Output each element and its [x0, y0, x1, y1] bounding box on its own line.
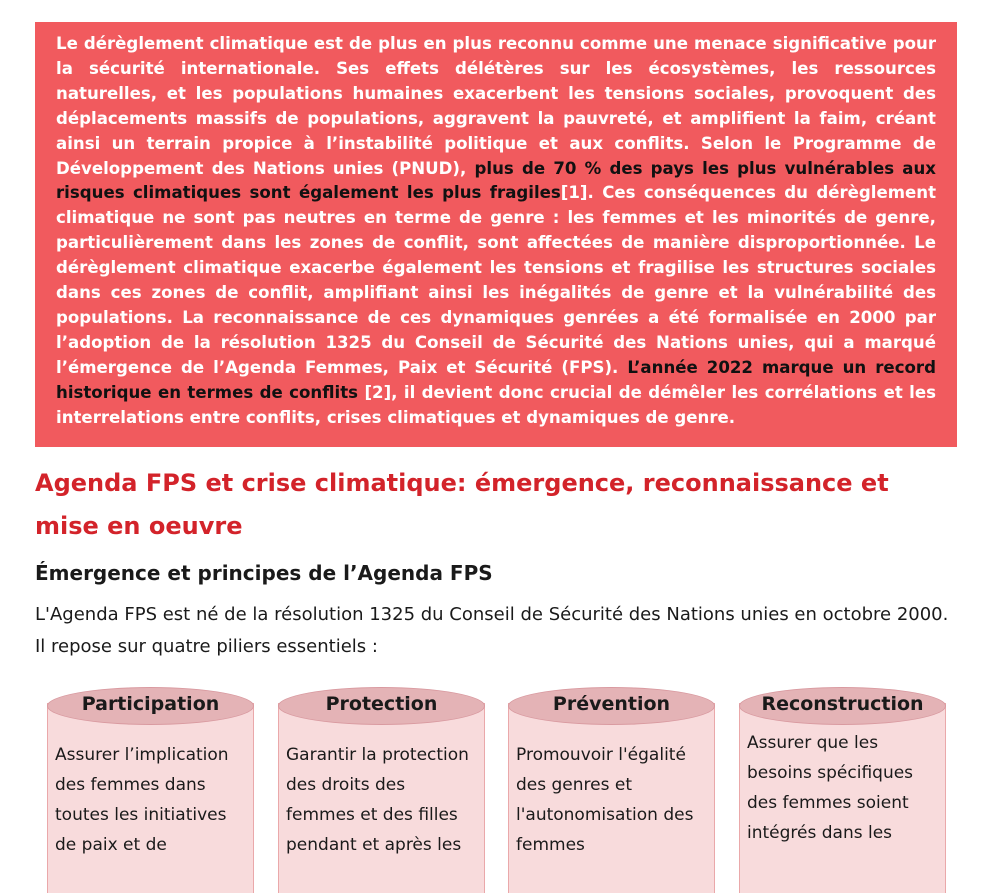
intro-paragraph: [56, 32, 936, 431]
pillar-title: Protection: [325, 693, 438, 715]
pillar-title: Reconstruction: [761, 693, 924, 715]
intro-text-after: [2], il devient donc crucial de démêler les corrélations et les interrelations entre conflits, crises climatiques et dynamiques de genre.: [56, 382, 936, 427]
pillar-prevention: [508, 687, 715, 887]
body-paragraph: L'Agenda FPS est né de la résolution 1325 du Conseil de Sécurité des Nations unies en octobre 2000. Il repose sur quatre piliers essentiels :: [35, 604, 949, 657]
section-title: Agenda FPS et crise climatique: émergence, reconnaissance et mise en oeuvre: [35, 469, 889, 540]
intro-highlight-fragile-countries: plus de 70 % des pays les plus vulnérables aux risques climatiques sont également les plus fragiles: [56, 158, 936, 203]
pillar-text: Assurer que les besoins spécifiques des femmes soient intégrés dans les: [747, 733, 914, 843]
intro-highlight-2022-record: L’année 2022 marque un record historique en termes de conflits: [56, 357, 936, 402]
intro-callout-box: [35, 22, 957, 447]
pillar-participation: [47, 687, 254, 887]
pillar-title: Prévention: [552, 693, 671, 715]
pillar-text: Assurer l’implication des femmes dans toutes les initiatives de paix et de: [55, 745, 229, 855]
intro-text-before: Le dérèglement climatique est de plus en plus reconnu comme une menace significative pour la sécurité internationale. Ses effets délétères sur les écosystèmes, les ressources naturelles, et les populations humaines exacerbent les tensions sociales, provoquent des déplacements massifs de populations, aggravent la pauvreté, et amplifient la faim, créant ainsi un terrain propice à l’instabilité politique et aux conflits. Selon le Programme de Développement des Nations unies (PNUD),: [56, 34, 936, 178]
pillar-text: Promouvoir l'égalité des genres et l'autonomisation des femmes: [516, 745, 694, 855]
subsection-title: Émergence et principes de l’Agenda FPS: [35, 561, 493, 585]
pillar-text: Garantir la protection des droits des femmes et des filles pendant et après les: [286, 745, 469, 855]
pillar-protection: [278, 687, 485, 887]
pillar-title: Participation: [81, 693, 220, 715]
intro-text-middle: [1]. Ces conséquences du dérèglement climatique ne sont pas neutres en terme de genre : les femmes et les minorités de genre, particulièrement dans les zones de conflit, sont affectées de manière disproportionnée. Le dérèglement climatique exacerbe également les tensions et fragilise les structures sociales dans ces zones de conflit, amplifiant ainsi les inégalités de genre et la vulnérabilité des populations. La reconnaissance de ces dynamiques genrées a été formalisée en 2000 par l’adoption de la résolution 1325 du Conseil de Sécurité des Nations unies, qui a marqué l’émergence de l’Agenda Femmes, Paix et Sécurité (FPS).: [56, 183, 936, 377]
pillar-reconstruction: [739, 687, 946, 887]
